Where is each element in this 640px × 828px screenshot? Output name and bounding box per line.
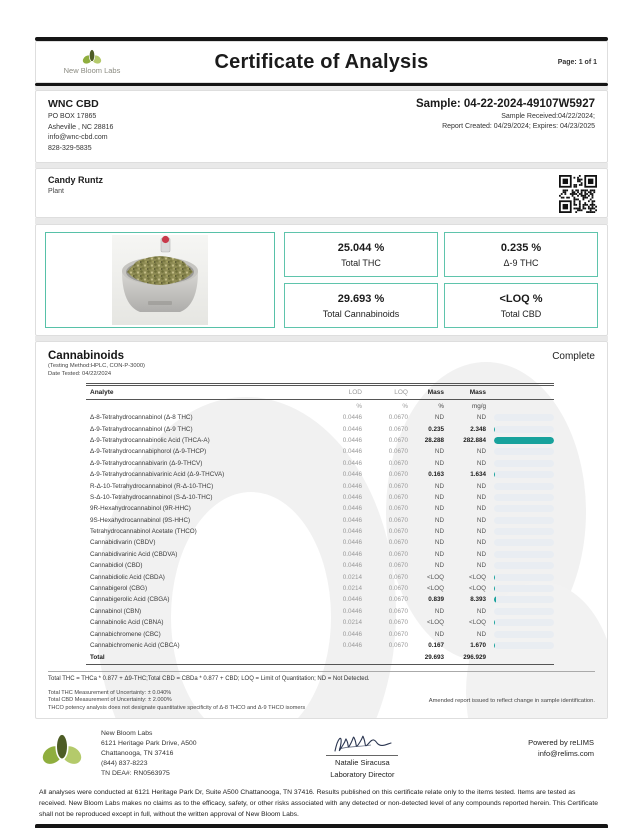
total-mass-pct: 29.693 xyxy=(424,653,444,661)
mass-pct-value: <LOQ xyxy=(427,573,444,581)
lod-value: 0.0446 xyxy=(342,414,362,422)
summary-value: 29.693 % xyxy=(337,292,385,305)
summary-label: Δ-9 THC xyxy=(503,257,539,268)
analyte-name: Δ-9-Tetrahydrocannabivarinic Acid (Δ-9-THCVA) xyxy=(90,471,225,479)
loq-value: 0.0670 xyxy=(388,516,408,524)
qr-code xyxy=(559,175,597,213)
lod-value: 0.0446 xyxy=(342,528,362,536)
summary-value: <LOQ % xyxy=(499,292,543,305)
total-row xyxy=(86,651,554,665)
bottom-rule xyxy=(35,824,608,828)
analyte-name: Tetrahydrocannabinol Acetate (THCO) xyxy=(90,528,197,536)
table-row xyxy=(86,571,554,582)
lod-value: 0.0446 xyxy=(342,562,362,570)
mass-bar xyxy=(494,437,554,444)
mass-bar xyxy=(494,471,554,478)
mass-bar xyxy=(494,642,554,649)
table-row xyxy=(86,617,554,628)
loq-value: 0.0670 xyxy=(388,448,408,456)
loq-value: 0.0670 xyxy=(388,562,408,570)
table-row xyxy=(86,640,554,651)
client-phone: 828-329-5835 xyxy=(48,144,92,152)
loq-value: 0.0670 xyxy=(388,642,408,649)
summary-box-total-thc xyxy=(284,232,438,277)
loq-value: 0.0670 xyxy=(388,482,408,490)
signer-title: Laboratory Director xyxy=(330,770,395,780)
unit-mass-pct: % xyxy=(438,402,444,410)
signature-line xyxy=(326,755,398,756)
col-header-mass-pct: Mass xyxy=(427,389,444,396)
table-row xyxy=(86,628,554,639)
table-row xyxy=(86,469,554,480)
mass-mgg-value: <LOQ xyxy=(469,585,486,593)
lod-value: 0.0446 xyxy=(342,505,362,513)
mass-bar xyxy=(494,517,554,524)
mass-bar xyxy=(494,414,554,421)
lod-value: 0.0214 xyxy=(342,619,362,627)
sample-photo-frame xyxy=(45,232,275,328)
loq-value: 0.0670 xyxy=(388,630,408,638)
loq-value: 0.0670 xyxy=(388,425,408,433)
sample-meta-block xyxy=(416,98,595,154)
sample-name-block xyxy=(48,175,103,211)
mass-pct-value: ND xyxy=(434,630,444,638)
mass-pct-value: <LOQ xyxy=(427,619,444,627)
analyte-name: Cannabichromenic Acid (CBCA) xyxy=(90,642,180,649)
cannabinoid-table xyxy=(86,383,554,665)
lab-phone: (844) 837-8223 xyxy=(101,760,148,768)
mass-bar xyxy=(494,528,554,535)
lab-address-line: 6121 Heritage Park Drive, A500 xyxy=(101,740,197,748)
signature-block xyxy=(197,731,529,779)
analyte-name: 9S-Hexahydrocannabinol (9S-HHC) xyxy=(90,516,191,524)
report-dates: Report Created: 04/29/2024; Expires: 04/23/2025 xyxy=(442,123,595,130)
lab-dea-number: TN DEA#: RN0563975 xyxy=(101,770,170,778)
bloom-logo-icon xyxy=(82,49,102,65)
lod-value: 0.0446 xyxy=(342,425,362,433)
col-header-mass-mgg: Mass xyxy=(469,389,486,396)
loq-value: 0.0670 xyxy=(388,436,408,444)
client-address-line: PO BOX 17865 xyxy=(48,113,97,120)
analyte-name: Δ-8-Tetrahydrocannabinol (Δ-8 THC) xyxy=(90,414,193,422)
col-header-lod: LOD xyxy=(348,389,362,396)
analyte-name: Δ-9-Tetrahydrocannabinolic Acid (THCA-A) xyxy=(90,436,210,444)
mass-mgg-value: 282.884 xyxy=(463,436,486,444)
lod-value: 0.0446 xyxy=(342,550,362,558)
mass-pct-value: 0.235 xyxy=(428,425,444,433)
cannabinoids-card xyxy=(35,341,608,719)
lab-address-block xyxy=(101,729,197,779)
mass-bar xyxy=(494,562,554,569)
mass-bar xyxy=(494,608,554,615)
testing-method: (Testing Method:HPLC, CON-P-3000) xyxy=(48,363,145,369)
loq-value: 0.0670 xyxy=(388,619,408,627)
table-row xyxy=(86,503,554,514)
footer xyxy=(35,719,608,783)
table-row xyxy=(86,435,554,446)
col-header-analyte: Analyte xyxy=(90,389,114,396)
mass-mgg-value: ND xyxy=(476,607,486,615)
mass-mgg-value: ND xyxy=(476,630,486,638)
analyte-name: 9R-Hexahydrocannabinol (9R-HHC) xyxy=(90,505,191,513)
lab-address-line: New Bloom Labs xyxy=(101,730,153,738)
lod-value: 0.0446 xyxy=(342,596,362,604)
status-badge: Complete xyxy=(552,351,595,362)
client-email: info@wnc-cbd.com xyxy=(48,134,108,141)
analyte-name: Cannabigerol (CBG) xyxy=(90,585,148,593)
mass-pct-value: ND xyxy=(434,516,444,524)
sample-photo xyxy=(112,235,208,325)
mass-mgg-value: ND xyxy=(476,528,486,536)
cannabinoid-rows xyxy=(86,412,554,651)
analyte-name: Cannabinol (CBN) xyxy=(90,607,142,615)
summary-box-d9-thc xyxy=(444,232,598,277)
lod-value: 0.0214 xyxy=(342,585,362,593)
col-header-loq: LOQ xyxy=(394,389,408,396)
analyte-name: R-Δ-10-Tetrahydrocannabinol (R-Δ-10-THC) xyxy=(90,482,214,490)
lod-value: 0.0446 xyxy=(342,516,362,524)
mass-mgg-value: <LOQ xyxy=(469,573,486,581)
lab-logo xyxy=(46,49,138,75)
sample-id: Sample: 04-22-2024-49107W5927 xyxy=(415,98,595,110)
analyte-name: Cannabinolic Acid (CBNA) xyxy=(90,619,164,627)
analyte-name: Cannabidiolic Acid (CBDA) xyxy=(90,573,165,581)
lod-value: 0.0214 xyxy=(342,573,362,581)
analyte-name: Cannabigerolic Acid (CBGA) xyxy=(90,596,170,604)
summary-label: Total Cannabinoids xyxy=(322,308,400,319)
loq-value: 0.0670 xyxy=(388,414,408,422)
mass-pct-value: ND xyxy=(434,482,444,490)
loq-value: 0.0670 xyxy=(388,471,408,479)
mass-pct-value: ND xyxy=(434,607,444,615)
mass-pct-value: 0.839 xyxy=(428,596,444,604)
mass-pct-value: 0.163 xyxy=(428,471,444,479)
loq-value: 0.0670 xyxy=(388,528,408,536)
mass-mgg-value: ND xyxy=(476,459,486,467)
table-row xyxy=(86,606,554,617)
analyte-name: Cannabichromene (CBC) xyxy=(90,630,161,638)
unit-mass-mgg: mg/g xyxy=(472,402,486,410)
sample-type: Plant xyxy=(48,188,64,195)
client-block xyxy=(48,98,113,154)
uncertainty-line: THCO potency analysis does not designate quantitative specificity of Δ-8 THCO and Δ-9 THCO isomers xyxy=(48,704,306,711)
mass-bar xyxy=(494,448,554,455)
table-row xyxy=(86,583,554,594)
table-row xyxy=(86,446,554,457)
header xyxy=(35,41,608,83)
mass-bar xyxy=(494,426,554,433)
mass-mgg-value: ND xyxy=(476,505,486,513)
table-row xyxy=(86,515,554,526)
lod-value: 0.0446 xyxy=(342,493,362,501)
lod-value: 0.0446 xyxy=(342,482,362,490)
lod-value: 0.0446 xyxy=(342,448,362,456)
mass-mgg-value: ND xyxy=(476,516,486,524)
mass-mgg-value: ND xyxy=(476,562,486,570)
mass-pct-value: ND xyxy=(434,459,444,467)
results-summary-card xyxy=(35,224,608,336)
mass-pct-value: ND xyxy=(434,539,444,547)
mass-mgg-value: ND xyxy=(476,550,486,558)
analyte-name: S-Δ-10-Tetrahydrocannabinol (S-Δ-10-THC) xyxy=(90,493,213,501)
table-row xyxy=(86,594,554,605)
notes-divider xyxy=(48,671,595,672)
total-mass-mgg: 296.929 xyxy=(463,653,486,661)
lod-value: 0.0446 xyxy=(342,459,362,467)
mass-mgg-value: ND xyxy=(476,482,486,490)
mass-bar xyxy=(494,585,554,592)
table-row xyxy=(86,560,554,571)
mass-pct-value: ND xyxy=(434,528,444,536)
table-header-row xyxy=(86,383,554,400)
sample-received: Sample Received:04/22/2024; xyxy=(501,113,595,120)
amended-note: Amended report issued to reflect change in sample identification. xyxy=(428,697,595,704)
date-tested: Date Tested: 04/22/2024 xyxy=(48,371,112,377)
table-row xyxy=(86,480,554,491)
powered-email: info@relims.com xyxy=(538,749,594,759)
powered-by-block xyxy=(528,737,594,759)
analyte-name: Cannabidivarin (CBDV) xyxy=(90,539,156,547)
mass-mgg-value: <LOQ xyxy=(469,619,486,627)
lod-value: 0.0446 xyxy=(342,642,362,649)
loq-value: 0.0670 xyxy=(388,493,408,501)
lod-value: 0.0446 xyxy=(342,607,362,615)
lab-name-label: New Bloom Labs xyxy=(63,66,121,75)
client-address-line: Asheville , NC 28816 xyxy=(48,123,114,131)
uncertainty-line: Total THC Measurement of Uncertainty: ± 0.040% xyxy=(48,689,172,696)
total-label: Total xyxy=(90,653,105,661)
mass-pct-value: <LOQ xyxy=(427,585,444,593)
uncertainty-line: Total CBD Measurement of Uncertainty: ± 2.000% xyxy=(48,697,172,704)
loq-value: 0.0670 xyxy=(388,505,408,513)
signature-icon xyxy=(329,731,395,757)
mass-pct-value: ND xyxy=(434,493,444,501)
lod-value: 0.0446 xyxy=(342,471,362,479)
summary-box-total-cbd xyxy=(444,283,598,328)
loq-value: 0.0670 xyxy=(388,550,408,558)
mass-pct-value: ND xyxy=(434,414,444,422)
mass-bar xyxy=(494,483,554,490)
signer-name: Natalie Siracusa xyxy=(335,758,390,768)
page-number: Page: 1 of 1 xyxy=(557,58,597,66)
mass-mgg-value: 1.634 xyxy=(470,471,486,479)
unit-lod: % xyxy=(356,402,362,410)
disclaimer-text: All analyses were conducted at 6121 Heritage Park Dr, Suite A500 Chattanooga, TN 37416. Results published on this certificate relate only to the items tested. Items are tested as received. New Bloom Labs makes no claims as to the efficacy, safety, or other risks associated with any detected or non-detected level of any compounds reported herein. This Certificate shall not be reproduced except in full, without the written approval of New Bloom Labs. xyxy=(39,789,599,819)
mass-mgg-value: 1.670 xyxy=(470,642,486,649)
loq-value: 0.0670 xyxy=(388,459,408,467)
mass-mgg-value: ND xyxy=(476,493,486,501)
table-row xyxy=(86,537,554,548)
formula-note: Total THC = THCa * 0.877 + Δ9-THC;Total CBD = CBDa * 0.877 + CBD; LOQ = Limit of Quantitation; ND = Not Detected. xyxy=(48,675,370,682)
summary-label: Total THC xyxy=(341,257,381,268)
mass-pct-value: ND xyxy=(434,505,444,513)
mass-pct-value: ND xyxy=(434,550,444,558)
mass-bar xyxy=(494,631,554,638)
mass-pct-value: ND xyxy=(434,448,444,456)
mass-bar xyxy=(494,494,554,501)
mass-pct-value: 28.288 xyxy=(424,436,444,444)
table-row xyxy=(86,423,554,434)
summary-value: 0.235 % xyxy=(500,241,542,254)
table-row xyxy=(86,526,554,537)
analyte-name: Δ-9-Tetrahydrocannabinol (Δ-9 THC) xyxy=(90,425,193,433)
summary-label: Total CBD xyxy=(500,308,542,319)
table-row xyxy=(86,492,554,503)
loq-value: 0.0670 xyxy=(388,585,408,593)
analyte-name: Δ-9-Tetrahydrocannabiphorol (Δ-9-THCP) xyxy=(90,448,207,456)
summary-box-total-cannabinoids xyxy=(284,283,438,328)
analyte-name: Cannabidiol (CBD) xyxy=(90,562,143,570)
lod-value: 0.0446 xyxy=(342,630,362,638)
sample-name-card xyxy=(35,168,608,218)
lod-value: 0.0446 xyxy=(342,436,362,444)
client-info-card xyxy=(35,90,608,163)
client-name: WNC CBD xyxy=(48,98,99,110)
mass-bar xyxy=(494,574,554,581)
analyte-name: Δ-9-Tetrahydrocannabivarin (Δ-9-THCV) xyxy=(90,459,203,467)
mass-pct-value: ND xyxy=(434,562,444,570)
mass-mgg-value: ND xyxy=(476,448,486,456)
loq-value: 0.0670 xyxy=(388,573,408,581)
mass-bar xyxy=(494,539,554,546)
lab-address-line: Chattanooga, TN 37416 xyxy=(101,750,174,758)
loq-value: 0.0670 xyxy=(388,539,408,547)
mass-mgg-value: ND xyxy=(476,414,486,422)
loq-value: 0.0670 xyxy=(388,607,408,615)
page-title: Certificate of Analysis xyxy=(214,50,429,73)
bloom-logo-icon-footer xyxy=(41,733,83,767)
mass-bar xyxy=(494,596,554,603)
summary-grid xyxy=(284,232,598,328)
sample-name: Candy Runtz xyxy=(48,175,103,185)
mass-bar xyxy=(494,460,554,467)
unit-loq: % xyxy=(402,402,408,410)
table-row xyxy=(86,458,554,469)
units-row xyxy=(86,400,554,412)
section-title: Cannabinoids xyxy=(48,350,125,362)
lod-value: 0.0446 xyxy=(342,539,362,547)
loq-value: 0.0670 xyxy=(388,596,408,604)
mass-mgg-value: 8.393 xyxy=(470,596,486,604)
analyte-name: Cannabidivarinic Acid (CBDVA) xyxy=(90,550,178,558)
table-row xyxy=(86,549,554,560)
summary-value: 25.044 % xyxy=(337,241,385,254)
powered-by: Powered by reLIMS xyxy=(528,738,594,748)
mass-pct-value: 0.167 xyxy=(428,642,444,649)
mass-bar xyxy=(494,505,554,512)
table-row xyxy=(86,412,554,423)
mass-mgg-value: ND xyxy=(476,539,486,547)
mass-bar xyxy=(494,619,554,626)
mass-bar xyxy=(494,551,554,558)
mass-mgg-value: 2.348 xyxy=(470,425,486,433)
uncertainty-notes xyxy=(48,690,305,713)
